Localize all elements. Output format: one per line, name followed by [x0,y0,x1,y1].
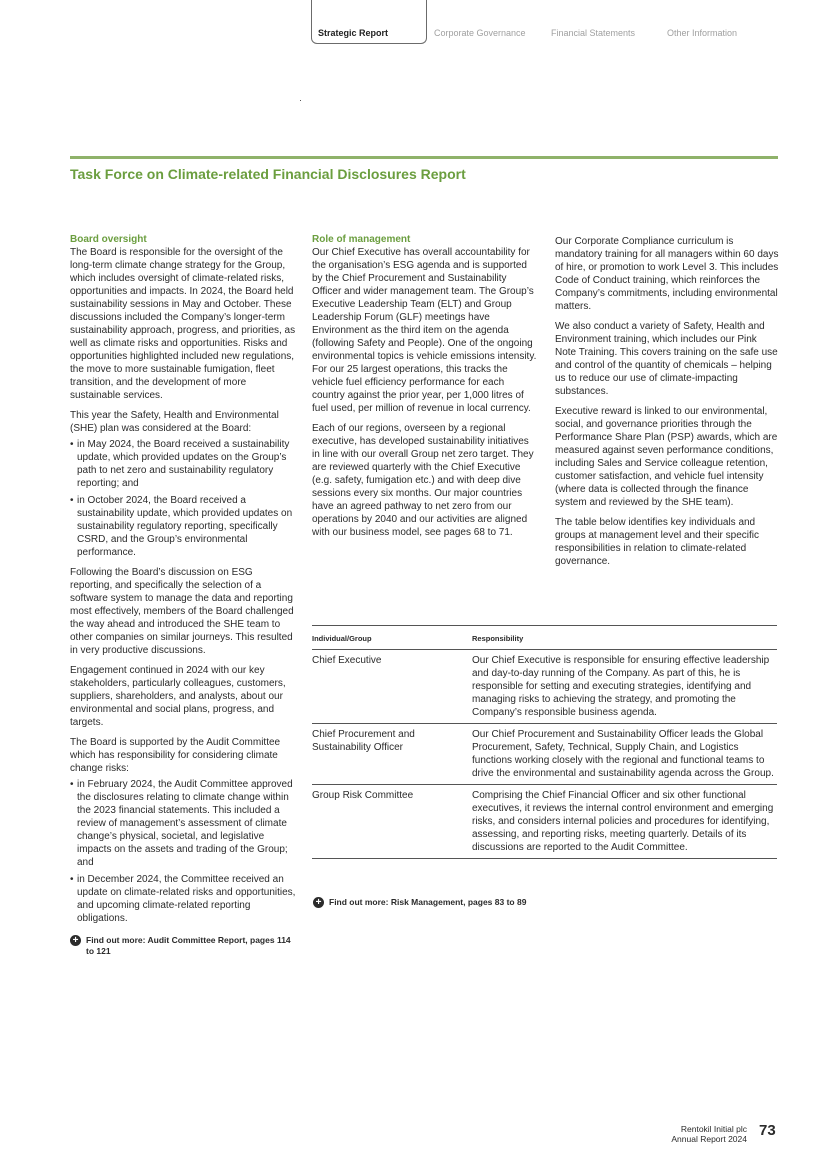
paragraph: Each of our regions, overseen by a regional executive, has developed sustainability initiatives in line with our overall Group net zero target. They are reviewed quarterly with the Chief Executive (e.g. safety, fumigation etc.) and with deep dive sessions every six months. Our major countries have an agreed pathway to net zero from our operations by 2040 and our activities are aligned with our business model, see pages 68 to 71. [312,423,534,538]
tab-financial-statements[interactable]: Financial Statements [551,28,636,38]
table-cell: Our Chief Procurement and Sustainability Officer leads the Global Procurement, Safety, Technical, Supply Chain, and Logistics functions working closely with the regional and functional teams to drive the environmental and sustainability agenda across the Group. [472,724,777,785]
table-cell: Group Risk Committee [312,785,472,859]
tab-other-information[interactable]: Other Information [667,28,738,38]
table-cell: Comprising the Chief Financial Officer and six other functional executives, it reviews the internal control environment and emerging risks, and considers internal policies and procedures for identifying, assessing, and reporting risks, meeting quarterly. Details of its discussions are reported to the Audit Committee. [472,785,777,859]
page-number: 73 [759,1122,776,1139]
tab-label: Strategic Report [318,28,389,38]
section-heading: Board oversight [70,234,147,245]
paragraph: This year the Safety, Health and Environmental (SHE) plan was considered at the Board: [70,410,279,434]
column-header: Responsibility [472,626,777,650]
list-item: • in December 2024, the Committee received an update on climate-related risks and opportunities, and upcoming climate-related reporting obligations. [70,873,296,925]
table-cell: Chief Procurement and Sustainability Officer [312,724,472,785]
company-name: Rentokil Initial plc [680,1124,747,1134]
responsibility-table [312,625,777,859]
tab-corporate-governance[interactable]: Corporate Governance [434,28,526,38]
paragraph: Executive reward is linked to our environmental, social, and governance priorities through the Performance Share Plan (PSP) awards, which are measured against seven performance conditions, including Sales and Service colleague retention, customer satisfaction, and vehicle fuel intensity (where data is collected through the finance system and reviewed by the SHE team). [555,406,778,508]
bullet-list [70,438,296,559]
table-header-row [312,626,777,650]
tab-strategic-report[interactable] [311,0,427,44]
column-board-oversight [70,233,296,957]
table-row [312,650,777,724]
stray-dot [300,100,301,101]
list-item: • in May 2024, the Board received a sustainability update, which provided updates on the Group’s path to net zero and sustainability regulatory reporting; and [70,438,296,490]
page-title: Task Force on Climate-related Financial Disclosures Report [70,166,466,182]
paragraph: The Board is responsible for the oversight of the long-term climate change strategy for the Group, which includes oversight of climate-related risks, opportunities and impacts. In 2024, the Board held sustainability sessions in May and October. These discussions included the Company’s longer-term sustainability approach, progress, and priorities, as well as climate risks and opportunities. Risks and opportunities highlighted included new regulations, the move to more sustainable fumigation, fleet transition, and the development of more sustainable services. [70,247,296,401]
link-label: Find out more: Audit Committee Report, pages 114 to 121 [86,935,291,956]
section-heading: Role of management [312,234,411,245]
report-name: Annual Report 2024 [671,1134,747,1144]
paragraph: Engagement continued in 2024 with our key stakeholders, particularly colleagues, customers, suppliers, shareholders, and analysts, about our environmental and social plans, progress, and targets. [70,665,286,728]
column-training-reward [555,235,780,575]
table-cell: Chief Executive [312,650,472,724]
paragraph: We also conduct a variety of Safety, Health and Environment training, which includes our Pink Note Training. This covers training on the safe use and control of the quantity of chemicals – helping us to reduce our use of climate-impacting substances. [555,321,778,397]
title-rule [70,156,778,159]
plus-circle-icon: + [70,935,81,946]
link-label: Find out more: Risk Management, pages 83 to 89 [329,897,527,907]
list-item: • in October 2024, the Board received a sustainability update, which provided updates on sustainability regulatory reporting, specifically CSRD, and the Group’s environmental performance. [70,494,296,559]
list-item: • in February 2024, the Audit Committee approved the disclosures relating to climate change within the 2023 financial statements. This included a review of management’s assessment of climate change’s physical, societal, and legislative impacts on the assets and trading of the Group; and [70,778,296,869]
paragraph: Following the Board’s discussion on ESG reporting, and specifically the selection of a software system to manage the data and reporting most effectively, members of the Board challenged the way ahead and introduced the SHE team to other companies on similar journeys. This resulted in very productive discussions. [70,567,294,656]
footer-company [671,1124,747,1144]
find-out-more-link[interactable] [70,935,296,957]
column-role-of-management [312,233,538,546]
column-header: Individual/Group [312,626,472,650]
paragraph: Our Chief Executive has overall accountability for the organisation’s ESG agenda and is supported by the Chief Procurement and Sustainability Officer and wider management team. The Group’s Executive Leadership Team (ELT) and Group Leadership Forum (GLF) meetings have Environment as the third item on the agenda (following Safety and People). One of the ongoing environmental topics is vehicle emissions intensity. For our 25 largest operations, this tracks the vehicle fuel efficiency performance for each country against the prior year, per 1,000 litres of fuel used, per million of revenue in local currency. [312,247,537,414]
plus-circle-icon: + [313,897,324,908]
paragraph: Our Corporate Compliance curriculum is mandatory training for all managers within 60 days of hire, or promotion to work Level 3. This includes Code of Conduct training, which reinforces the Company’s commitments, including environmental matters. [555,236,779,312]
find-out-more-link[interactable] [313,897,526,908]
paragraph: The Board is supported by the Audit Committee which has responsibility for considering climate change risks: [70,737,281,774]
table-row [312,724,777,785]
table-cell: Our Chief Executive is responsible for ensuring effective leadership and day-to-day running of the Company. As part of this, he is responsible for setting and executing strategies, identifying and managing risks to achieving the strategy, and promoting the Company’s responsible business agenda. [472,650,777,724]
section-nav [0,0,825,48]
table-row [312,785,777,859]
bullet-list [70,778,296,925]
paragraph: The table below identifies key individuals and groups at management level and their specific responsibilities in relation to climate-related governance. [555,517,760,567]
